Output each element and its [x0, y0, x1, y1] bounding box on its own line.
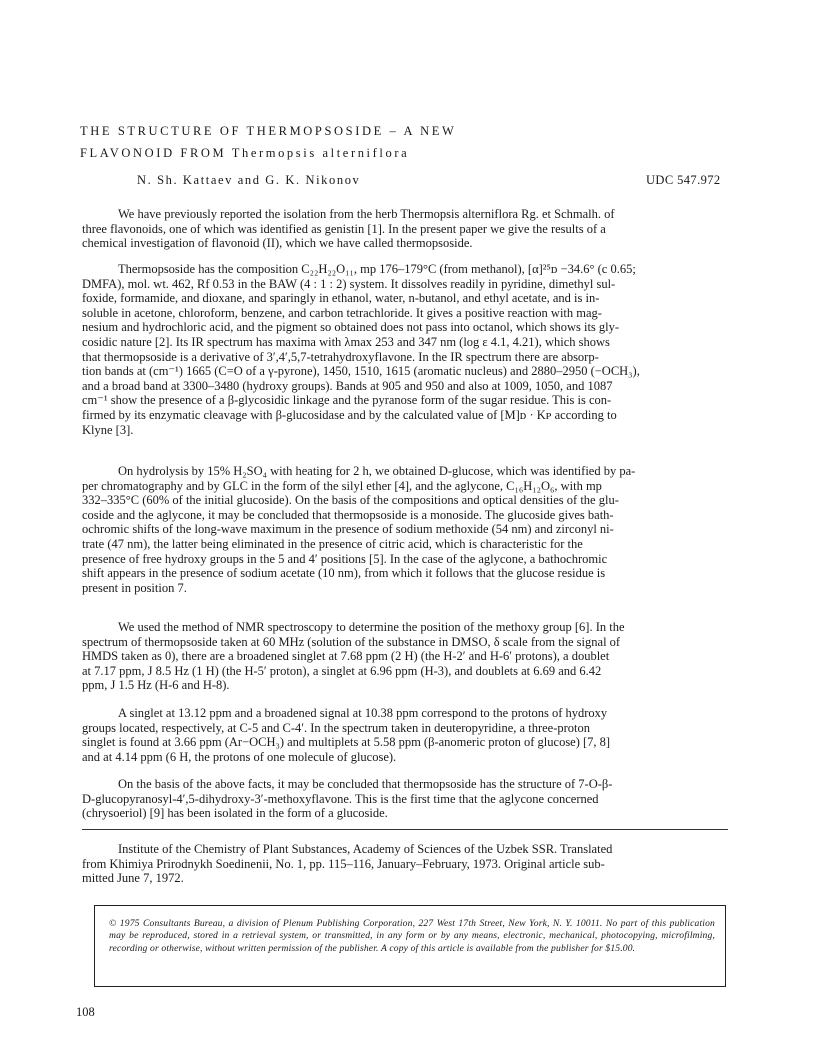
affiliation-note	[82, 842, 730, 886]
text-line: nesium and hydrochloric acid, and the pigment so obtained does not pass into octanol, which shows its gly-	[82, 320, 620, 335]
text-line: cosidic nature [2]. Its IR spectrum has maxima with λmax 253 and 347 nm (log ε 4.1, 4.21), which shows	[82, 334, 610, 349]
text-line: spectrum of thermopsoside taken at 60 MHz (solution of the substance in DMSO, δ scale from the signal of	[82, 634, 621, 649]
text-line: present in position 7.	[82, 580, 187, 595]
text-line: DMFA), mol. wt. 462, Rf 0.53 in the BAW (4 : 1 : 2) system. It dissolves readily in pyridine, dimethyl sul-	[82, 276, 616, 291]
text-line: ochromic shifts of the long-wave maximum in the presence of sodium methoxide (54 nm) and zirconyl ni-	[82, 522, 614, 537]
paragraph-1	[82, 207, 730, 251]
text-line: soluble in acetone, chloroform, benzene, and carbon tetrachloride. It gives a positive reaction with mag-	[82, 305, 602, 320]
text-line: 332–335°C (60% of the initial glucoside). On the basis of the compositions and optical densities of the glu-	[82, 493, 619, 508]
text-line: mitted June 7, 1972.	[82, 871, 184, 886]
text-line: and a broad band at 3300–3480 (hydroxy groups). Bands at 905 and 950 and also at 1009, 1050, and 1087	[82, 378, 613, 393]
text-line: Institute of the Chemistry of Plant Substances, Academy of Sciences of the Uzbek SSR. Translated	[118, 842, 613, 856]
text-line: Klyne [3].	[82, 422, 134, 437]
paragraph-4	[82, 620, 730, 693]
page-number: 108	[76, 1005, 95, 1019]
text-line: singlet is found at 3.66 ppm (Ar−OCH₃) and multiplets at 5.58 ppm (β-anomeric proton of glucose) [7, 8]	[82, 735, 611, 750]
paragraph-3	[82, 464, 730, 595]
text-line: at 7.17 ppm, J 8.5 Hz (1 H) (the H-5′ proton), a singlet at 6.96 ppm (H-3), and doublets at 6.69 and 6.42	[82, 663, 602, 678]
paragraph-2	[82, 262, 730, 437]
separator-rule	[82, 829, 728, 830]
article-title-line-2: FLAVONOID FROM Thermopsis alterniflora	[80, 146, 410, 160]
text-line: Thermopsoside has the composition C₂₂H₂₂O₁₁, mp 176–179°C (from methanol), [α]²⁵ᴅ −34.6° (c 0.65;	[118, 262, 636, 276]
text-line: cm⁻¹ show the presence of a β-glycosidic linkage and the pyranose form of the sugar residue. This is con-	[82, 393, 612, 408]
paragraph-5	[82, 706, 730, 764]
text-line: groups located, respectively, at C-5 and C-4′. In the spectrum taken in deuteropyridine, a three-proton	[82, 720, 591, 735]
text-line: chemical investigation of flavonoid (II), which we have called thermopsoside.	[82, 236, 473, 251]
text-line: per chromatography and by GLC in the form of the silyl ether [4], and the aglycone, C₁₆H₁₂O₆, with mp	[82, 478, 602, 493]
text-line: On hydrolysis by 15% H₂SO₄ with heating for 2 h, we obtained D-glucose, which was identified by pa-	[118, 464, 636, 478]
copyright-notice: © 1975 Consultants Bureau, a division of Plenum Publishing Corporation, 227 West 17th Street, New York, N. Y. 10011. No part of this publication may be reproduced, stored in a retrieval system, or transmitted, in any form or by any means, electronic, mechanical, photocopying, microfilming, recording or otherwise, without written permission of the publisher. A copy of this article is available from the publisher for $15.00.	[109, 918, 715, 954]
text-line: presence of free hydroxy groups in the 5 and 4′ positions [5]. In the case of the aglycone, a bathochromic	[82, 551, 608, 566]
text-line: firmed by its enzymatic cleavage with β-glucosidase and by the calculated value of [M]ᴅ · Kᴘ according to	[82, 407, 617, 422]
text-line: (chrysoeriol) [9] has been isolated in the form of a glucoside.	[82, 806, 388, 821]
authors: N. Sh. Kattaev and G. K. Nikonov	[137, 173, 361, 187]
text-line: tion bands at (cm⁻¹) 1665 (C=O of a γ-pyrone), 1450, 1510, 1615 (aromatic nucleus) and 2880–2950 (−OCH₃),	[82, 364, 640, 379]
text-line: foxide, formamide, and dioxane, and sparingly in ethanol, water, n-butanol, and ethyl acetate, and is in-	[82, 291, 600, 306]
text-line: three flavonoids, one of which was identified as genistin [1]. In the present paper we give the results of a	[82, 221, 606, 236]
text-line: trate (47 nm), the latter being eliminated in the presence of citric acid, which is characteristic for the	[82, 536, 583, 551]
udc-code: UDC 547.972	[646, 173, 721, 187]
text-line: from Khimiya Prirodnykh Soedinenii, No. 1, pp. 115–116, January–February, 1973. Original article sub-	[82, 856, 605, 871]
paragraph-6	[82, 777, 730, 821]
text-line: ppm, J 1.5 Hz (H-6 and H-8).	[82, 678, 230, 693]
text-line: We used the method of NMR spectroscopy to determine the position of the methoxy group [6]. In the	[118, 620, 625, 634]
copyright-box	[94, 905, 726, 987]
text-line: We have previously reported the isolation from the herb Thermopsis alterniflora Rg. et Schmalh. of	[118, 207, 615, 221]
text-line: coside and the aglycone, it may be concluded that thermopsoside is a monoside. The glucoside gives bath-	[82, 507, 614, 522]
text-line: that thermopsoside is a derivative of 3′,4′,5,7-tetrahydroxyflavone. In the IR spectrum there are absorp-	[82, 349, 599, 364]
text-line: A singlet at 13.12 ppm and a broadened signal at 10.38 ppm correspond to the protons of hydroxy	[118, 706, 608, 720]
article-title-line-1: THE STRUCTURE OF THERMOPSOSIDE – A NEW	[80, 124, 457, 138]
text-line: shift appears in the presence of sodium acetate (10 nm), from which it follows that the glucose residue is	[82, 566, 606, 581]
text-line: On the basis of the above facts, it may be concluded that thermopsoside has the structure of 7-O-β-	[118, 777, 613, 791]
text-line: D-glucopyranosyl-4′,5-dihydroxy-3′-methoxyflavone. This is the first time that the aglycone concerned	[82, 791, 599, 806]
text-line: HMDS taken as 0), there are a broadened singlet at 7.68 ppm (2 H) (the H-2′ and H-6′ protons), a doublet	[82, 649, 610, 664]
text-line: and at 4.14 ppm (6 H, the protons of one molecule of glucose).	[82, 749, 397, 764]
